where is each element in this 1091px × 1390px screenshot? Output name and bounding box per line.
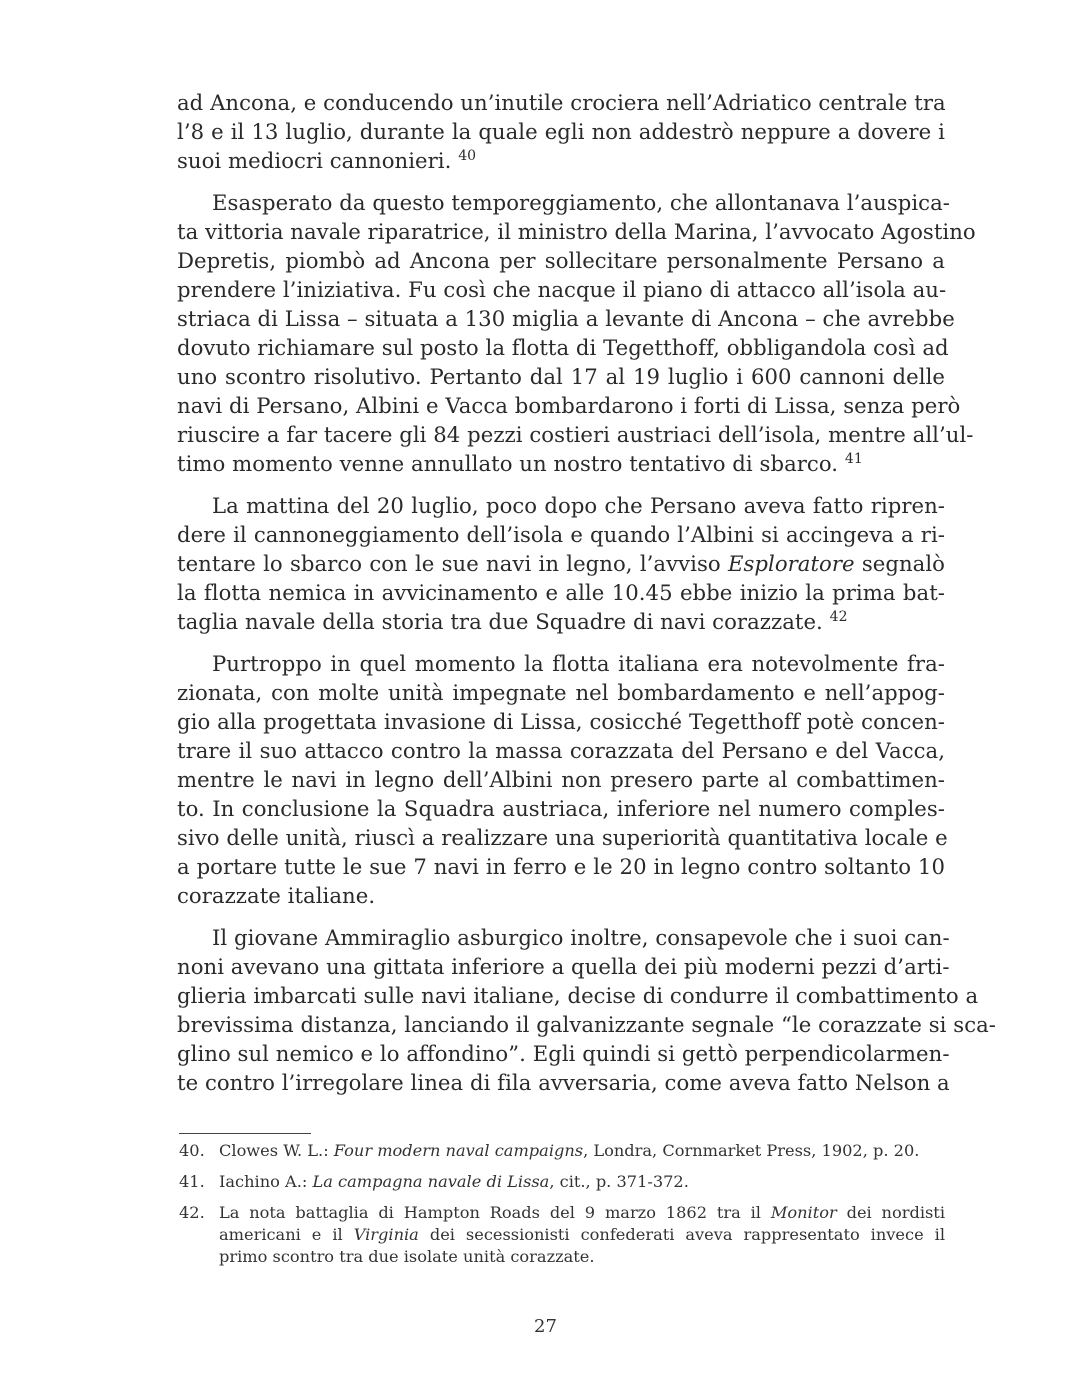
line-text: , Londra, Cornmarket Press, 1902, p. 20.	[583, 1141, 920, 1160]
text-line	[177, 217, 976, 246]
line-text: trare il suo attacco contro la massa corazzata del Persano e del Vacca,	[177, 738, 945, 763]
text-line	[177, 188, 950, 217]
paragraph	[177, 923, 996, 1097]
text-line	[177, 981, 979, 1010]
line-text: La mattina del 20 luglio, poco dopo che Persano aveva fatto ripren-	[212, 493, 945, 518]
text-line	[177, 449, 945, 478]
line-text: dei secessionisti confederati aveva rappresentato invece il	[418, 1225, 945, 1244]
line-text: l’8 e il 13 luglio, durante la quale egli non addestrò neppure a dovere i	[177, 119, 945, 144]
paragraph	[177, 491, 945, 636]
line-text: la flotta nemica in avvicinamento e alle 10.45 ebbe inizio la prima bat-	[177, 580, 945, 605]
text-line	[177, 736, 945, 765]
text-line	[177, 1010, 996, 1039]
italic-title: Four modern naval campaigns	[333, 1141, 584, 1160]
paragraph	[177, 88, 945, 175]
paragraph	[177, 649, 948, 910]
italic-title: Virginia	[353, 1225, 419, 1244]
line-text: taglia navale della storia tra due Squadre di navi corazzate.	[177, 609, 823, 634]
line-text: brevissima distanza, lanciando il galvanizzante segnale “le corazzate si sca-	[177, 1012, 996, 1037]
text-line	[177, 952, 950, 981]
text-line	[177, 246, 945, 275]
footnote	[179, 1202, 945, 1268]
text-line	[177, 549, 945, 578]
line-text: dere il cannoneggiamento dell’isola e quando l’Albini si accingeva a ri-	[177, 522, 945, 547]
line-text: Clowes W. L.:	[219, 1141, 334, 1160]
line-text: La nota battaglia di Hampton Roads del 9 marzo 1862 tra il	[219, 1203, 771, 1222]
text-line	[177, 578, 945, 607]
text-line	[177, 520, 945, 549]
footnote-ref: 42	[829, 609, 848, 625]
footnote-divider	[179, 1133, 311, 1134]
italic-title: Esploratore	[727, 551, 855, 576]
line-text: , cit., p. 371-372.	[549, 1172, 689, 1191]
text-line	[177, 362, 945, 391]
line-text: timo momento venne annullato un nostro tentativo di sbarco.	[177, 451, 839, 476]
line-text: americani e il	[219, 1225, 354, 1244]
italic-title: Monitor	[770, 1203, 837, 1222]
footnotes	[179, 1140, 945, 1277]
footnote-line	[219, 1140, 945, 1162]
line-text: glieria imbarcati sulle navi italiane, decise di condurre il combattimento a	[177, 983, 979, 1008]
text-line	[177, 678, 945, 707]
text-line	[177, 333, 949, 362]
line-text: to. In conclusione la Squadra austriaca, inferiore nel numero comples-	[177, 796, 945, 821]
text-line	[177, 117, 945, 146]
line-text: striaca di Lissa – situata a 130 miglia a levante di Ancona – che avrebbe	[177, 306, 955, 331]
text-line	[177, 852, 945, 881]
text-line	[177, 88, 945, 117]
line-text: riuscire a far tacere gli 84 pezzi costieri austriaci dell’isola, mentre all’ul-	[177, 422, 974, 447]
text-line	[177, 794, 945, 823]
paragraph-gap	[177, 175, 945, 188]
line-text: Purtroppo in quel momento la flotta italiana era notevolmente fra-	[212, 651, 945, 676]
footnote	[179, 1171, 945, 1193]
paragraph-gap	[177, 636, 945, 649]
paragraph-gap	[177, 910, 945, 923]
text-line	[177, 146, 945, 175]
line-text: gio alla progettata invasione di Lissa, cosicché Tegetthoff potè concen-	[177, 709, 945, 734]
footnote-line	[219, 1246, 945, 1268]
italic-title: La campagna navale di Lissa	[312, 1172, 550, 1191]
line-text: navi di Persano, Albini e Vacca bombardarono i forti di Lissa, senza però	[177, 393, 961, 418]
text-line	[177, 707, 945, 736]
text-line	[177, 304, 955, 333]
line-text: dei nordisti	[836, 1203, 945, 1222]
text-line	[177, 923, 950, 952]
line-text: suoi mediocri cannonieri.	[177, 148, 452, 173]
text-line	[177, 881, 945, 910]
line-text: corazzate italiane.	[177, 883, 376, 908]
line-text: mentre le navi in legno dell’Albini non presero parte al combattimen-	[177, 767, 945, 792]
line-text: sivo delle unità, riuscì a realizzare una superiorità quantitativa locale e	[177, 825, 948, 850]
line-text: glino sul nemico e lo affondino”. Egli quindi si gettò perpendicolarmen-	[177, 1041, 950, 1066]
text-line	[177, 649, 945, 678]
footnote-number: 42.	[179, 1203, 205, 1222]
paragraph-gap	[177, 478, 945, 491]
line-text: a portare tutte le sue 7 navi in ferro e le 20 in legno contro soltanto 10	[177, 854, 945, 879]
line-text: ad Ancona, e conducendo un’inutile crociera nell’Adriatico centrale tra	[177, 90, 946, 115]
text-line	[177, 765, 945, 794]
line-text: noni avevano una gittata inferiore a quella dei più moderni pezzi d’arti-	[177, 954, 950, 979]
paragraph	[177, 188, 976, 478]
text-line	[177, 823, 948, 852]
footnote-ref: 40	[458, 148, 477, 164]
line-text: tentare lo sbarco con le sue navi in legno, l’avviso	[177, 551, 728, 576]
footnote-line	[219, 1224, 945, 1246]
footnote	[179, 1140, 945, 1162]
footnote-line	[219, 1202, 945, 1224]
page-number: 27	[534, 1316, 557, 1337]
line-text: prendere l’iniziativa. Fu così che nacque il piano di attacco all’isola au-	[177, 277, 947, 302]
text-line	[177, 391, 961, 420]
text-line	[177, 1068, 950, 1097]
line-text: Il giovane Ammiraglio asburgico inoltre, consapevole che i suoi can-	[212, 925, 950, 950]
footnote-line	[219, 1171, 945, 1193]
line-text: Depretis, piombò ad Ancona per sollecitare personalmente Persano a	[177, 248, 945, 273]
footnote-number: 40.	[179, 1141, 205, 1160]
line-text: zionata, con molte unità impegnate nel bombardamento e nell’appog-	[177, 680, 945, 705]
footnote-number: 41.	[179, 1172, 205, 1191]
line-text: Iachino A.:	[219, 1172, 313, 1191]
text-line	[177, 420, 974, 449]
text-line	[177, 607, 945, 636]
line-text: uno scontro risolutivo. Pertanto dal 17 al 19 luglio i 600 cannoni delle	[177, 364, 945, 389]
footnote-ref: 41	[844, 451, 863, 467]
line-text: dovuto richiamare sul posto la flotta di Tegetthoff, obbligandola così ad	[177, 335, 949, 360]
body-text	[177, 88, 996, 1097]
line-text: primo scontro tra due isolate unità corazzate.	[219, 1247, 595, 1266]
line-text: te contro l’irregolare linea di fila avversaria, come aveva fatto Nelson a	[177, 1070, 950, 1095]
line-text: Esasperato da questo temporeggiamento, che allontanava l’auspica-	[212, 190, 950, 215]
line-text: ta vittoria navale riparatrice, il ministro della Marina, l’avvocato Agostino	[177, 219, 976, 244]
text-line	[177, 491, 945, 520]
line-text: segnalò	[854, 551, 945, 576]
text-line	[177, 1039, 950, 1068]
text-line	[177, 275, 945, 304]
